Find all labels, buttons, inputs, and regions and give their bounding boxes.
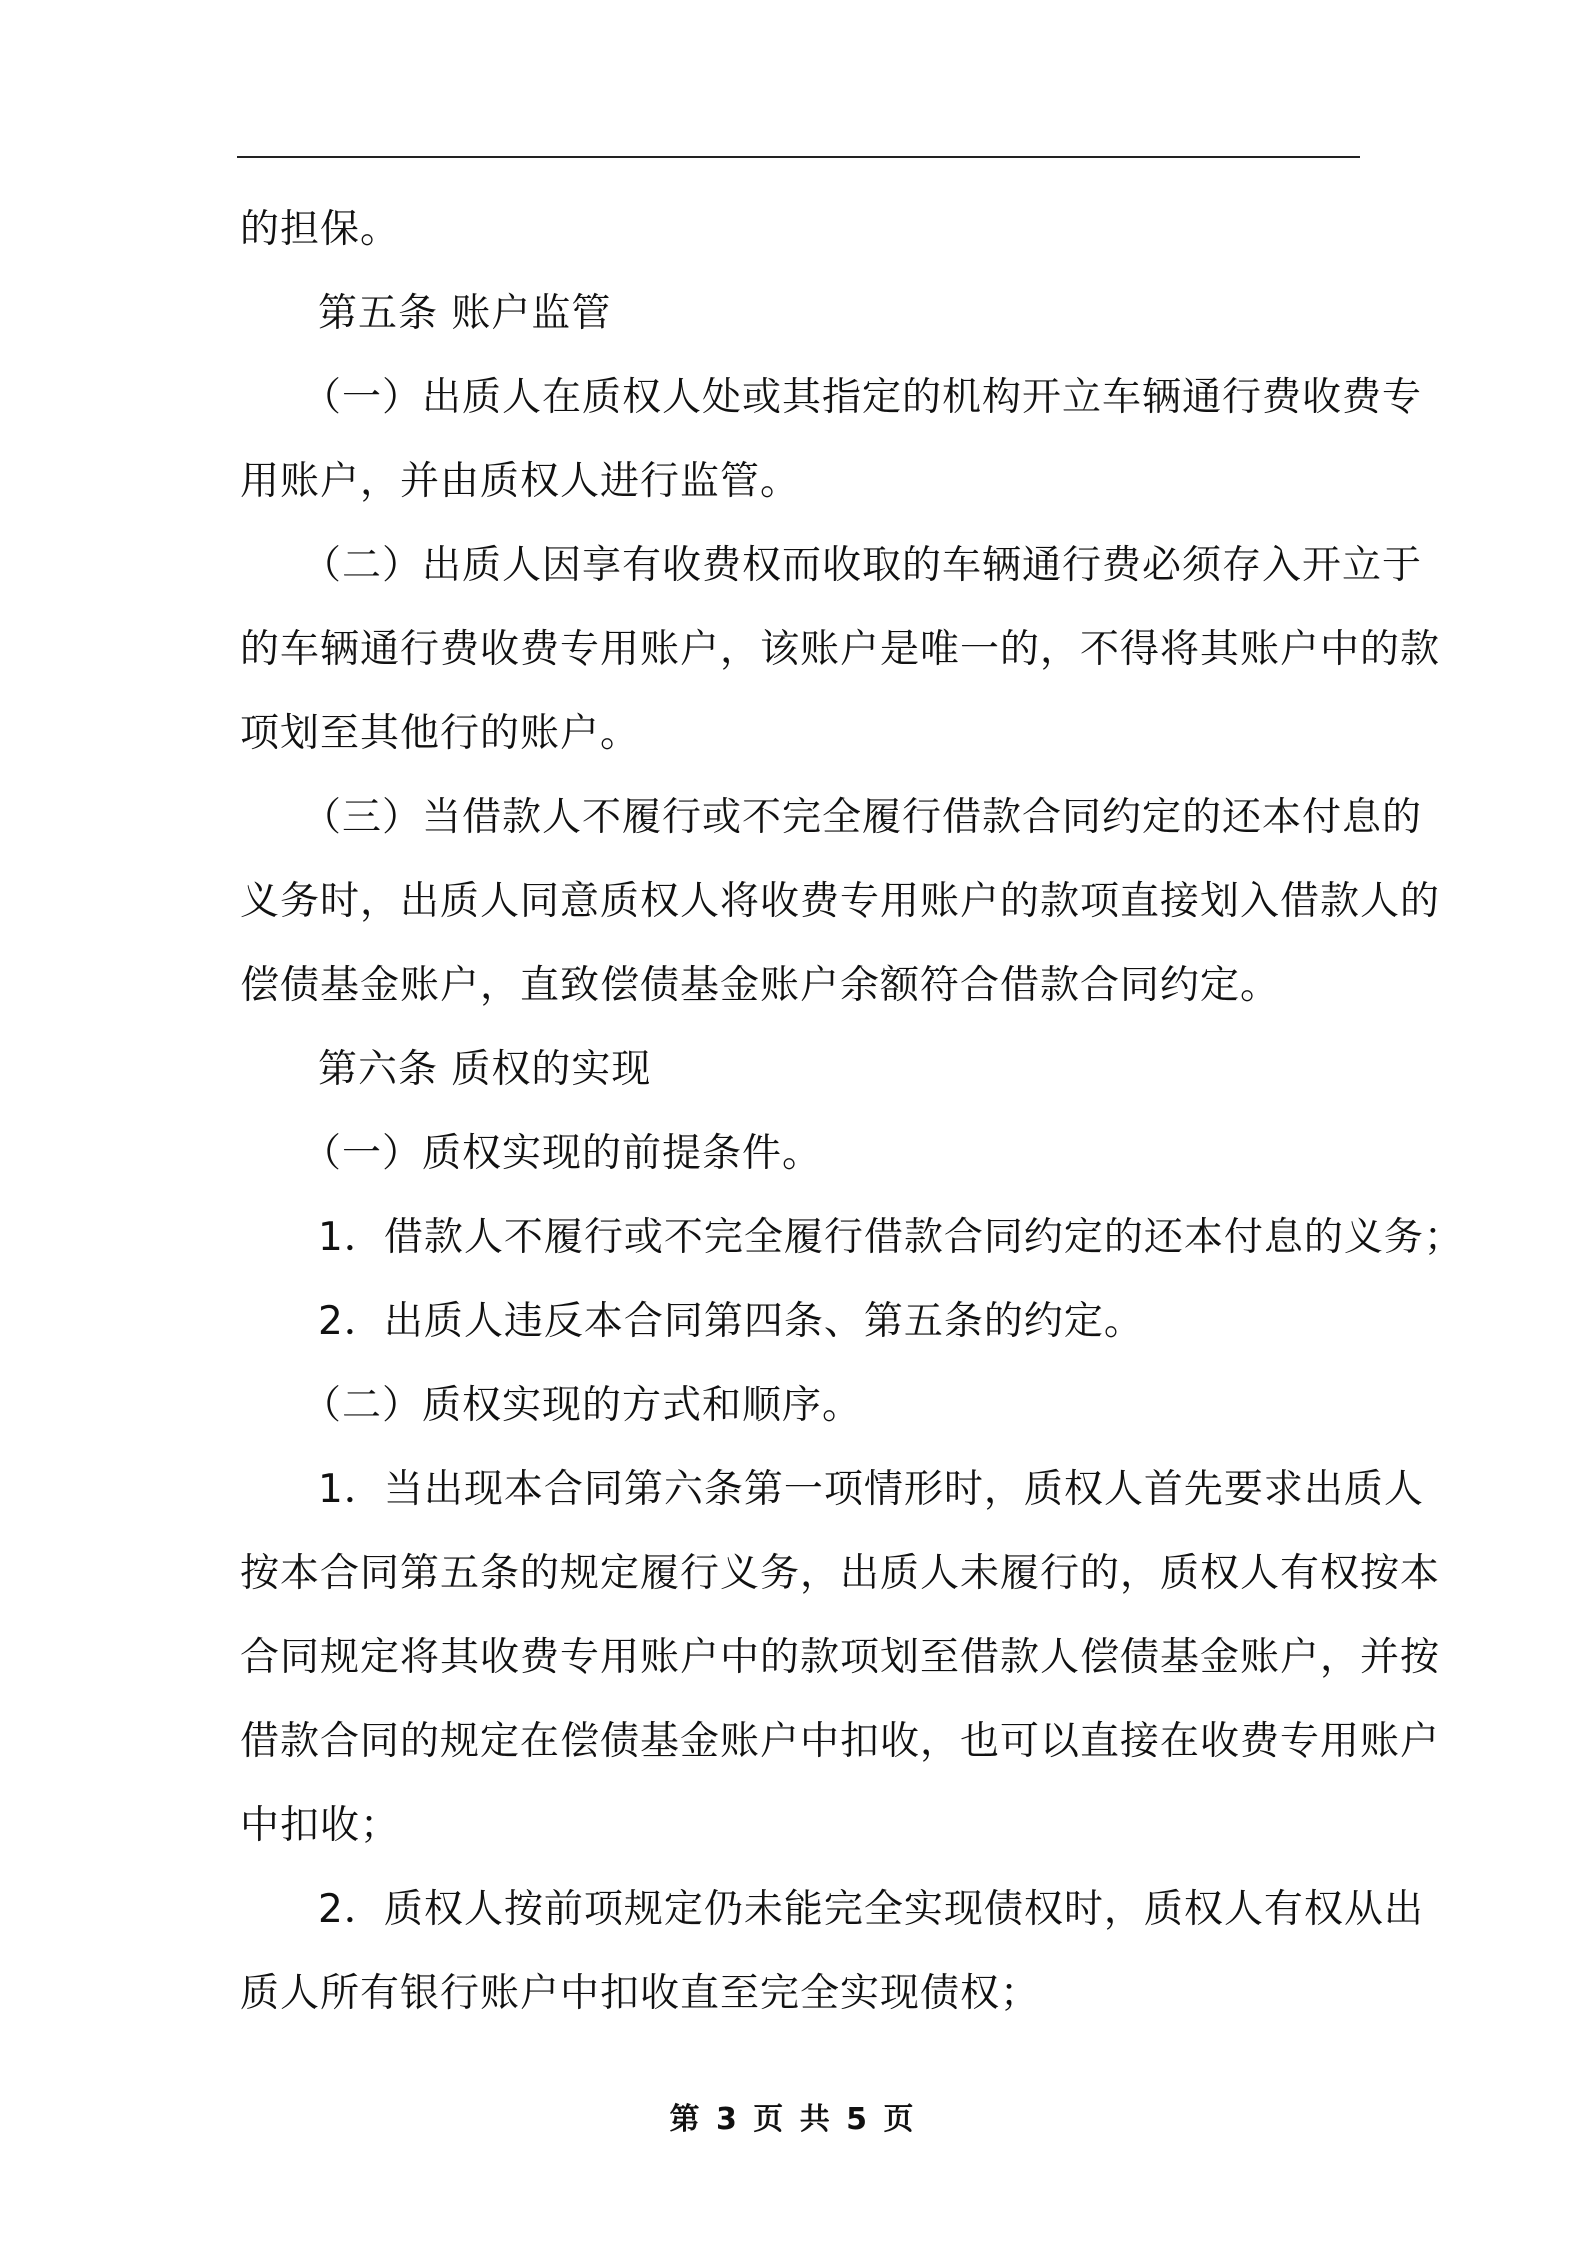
text-line-14: 2．出质人违反本合同第四条、第五条的约定。: [318, 1299, 1144, 1344]
text-line-10: 偿债基金账户，直致偿债基金账户余额符合借款合同约定。: [240, 963, 1281, 1008]
document-body: [240, 188, 1464, 2036]
header-rule: [237, 156, 1360, 158]
article-6-heading: 第六条 质权的实现: [318, 1047, 652, 1092]
text-line-22: 质人所有银行账户中扣收直至完全实现债权；: [240, 1971, 1041, 2016]
text-line-21: 2．质权人按前项规定仍未能完全实现债权时，质权人有权从出: [318, 1887, 1424, 1932]
text-line-6: 的车辆通行费收费专用账户，该账户是唯一的，不得将其账户中的款: [240, 627, 1441, 672]
article-5-heading: 第五条 账户监管: [318, 291, 612, 336]
text-line-1: 的担保。: [240, 207, 401, 252]
text-line-12: （一）质权实现的前提条件。: [302, 1131, 823, 1176]
text-line-4: 用账户，并由质权人进行监管。: [240, 459, 801, 504]
text-line-17: 按本合同第五条的规定履行义务，出质人未履行的，质权人有权按本: [240, 1551, 1441, 1596]
text-line-9: 义务时，出质人同意质权人将收费专用账户的款项直接划入借款人的: [240, 879, 1441, 924]
text-line-16: 1．当出现本合同第六条第一项情形时，质权人首先要求出质人: [318, 1467, 1424, 1512]
text-line-13: 1．借款人不履行或不完全履行借款合同约定的还本付息的义务；: [318, 1215, 1464, 1260]
text-line-20: 中扣收；: [240, 1803, 401, 1848]
text-line-18: 合同规定将其收费专用账户中的款项划至借款人偿债基金账户，并按: [240, 1635, 1441, 1680]
text-line-8: （三）当借款人不履行或不完全履行借款合同约定的还本付息的: [302, 795, 1423, 840]
text-line-15: （二）质权实现的方式和顺序。: [302, 1383, 863, 1428]
page-number-footer: 第 3 页 共 5 页: [669, 2102, 917, 2137]
text-line-5: （二）出质人因享有收费权而收取的车辆通行费必须存入开立于: [302, 543, 1423, 588]
text-line-7: 项划至其他行的账户。: [240, 711, 641, 756]
text-line-19: 借款合同的规定在偿债基金账户中扣收，也可以直接在收费专用账户: [240, 1719, 1441, 1764]
text-line-3: （一）出质人在质权人处或其指定的机构开立车辆通行费收费专: [302, 375, 1423, 420]
